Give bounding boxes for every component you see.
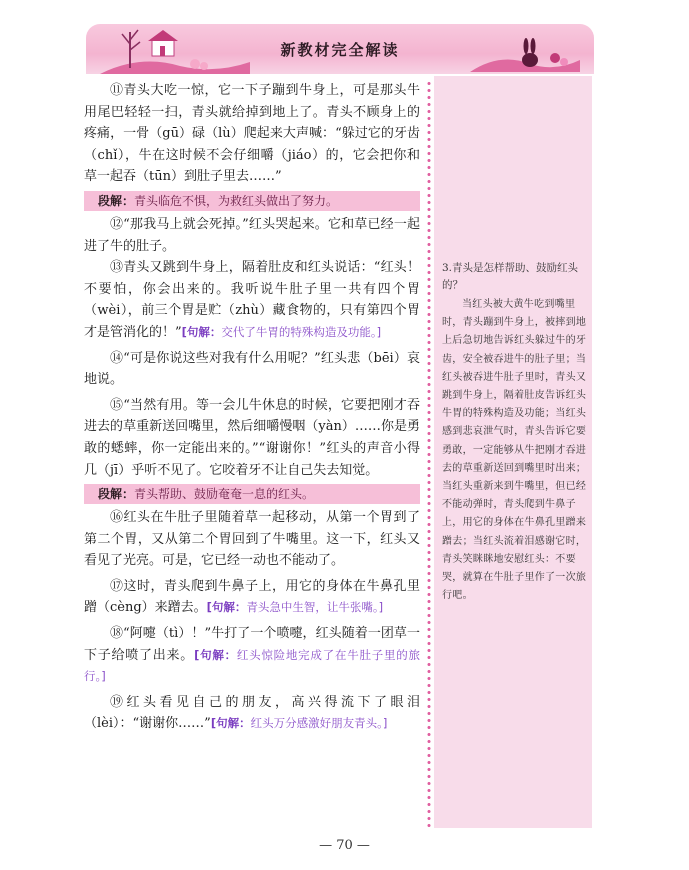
sidebar-notes	[434, 76, 592, 828]
paragraph-18-text: ⑱“阿嚏（tì）！”牛打了一个喷嚏，红头随着一团草一下子给喷了出来。	[84, 626, 420, 663]
dotted-divider	[426, 80, 432, 828]
sentence-note	[207, 600, 384, 614]
paragraph-19-text: ⑲红头看见自己的朋友，高兴得流下了眼泪（lèi）：“谢谢你……”	[84, 694, 420, 732]
segment-label: 段解：	[98, 487, 135, 502]
paragraph-17-text: ⑰这时，青头爬到牛鼻子上，用它的身体在牛鼻孔里蹭（cèng）来蹭去。	[84, 578, 420, 616]
note-text: 红头惊险地完成了在牛肚子里的旅行。]	[84, 647, 420, 684]
page-title: 新教材完全解读	[280, 41, 400, 59]
note-label: [句解：	[194, 647, 237, 662]
note-label: [句解：	[210, 716, 251, 731]
paragraph-12: ⑫“那我马上就会死掉。”红头哭起来。它和草已经一起进了牛的肚子。	[84, 216, 420, 254]
paragraph-19	[84, 692, 420, 735]
paragraph-13	[84, 257, 420, 343]
segment-analysis-2	[84, 484, 420, 504]
sentence-note	[211, 716, 388, 730]
paragraph-18	[84, 623, 420, 688]
main-text-column	[84, 80, 420, 735]
note-text: 交代了牛胃的特殊构造及功能。]	[221, 324, 382, 339]
paragraph-16: ⑯红头在牛肚子里随着草一起移动，从第一个胃到了第二个胃，又从第二个胃回到了牛嘴里。这一下，红头又看见了光亮。可是，它已经一动也不能动了。	[84, 510, 420, 569]
paragraph-11: ⑪青头大吃一惊，它一下子蹦到牛身上，可是那头牛用尾巴轻轻一扫，青头就给掉到地上了。青头不顾身上的疼痛，一骨（gū）碌（lù）爬起来大声喊：“躲过它的牙齿（chǐ），牛在这时候不会仔细嚼（jiáo）的，它会把你和草一起吞（tūn）到肚子里去……”	[84, 83, 420, 185]
segment-analysis-1	[84, 191, 420, 211]
note-label: [句解：	[181, 324, 222, 339]
sidebar-question: 3.青头是怎样帮助、鼓励红头的？	[442, 262, 579, 291]
page-number: — 70 —	[319, 838, 370, 853]
sentence-note	[182, 325, 382, 339]
segment-text: 青头临危不惧，为救红头做出了努力。	[134, 193, 339, 208]
paragraph-17	[84, 576, 420, 619]
segment-text: 青头帮助、鼓励奄奄一息的红头。	[134, 487, 315, 502]
segment-label: 段解：	[98, 193, 135, 208]
note-text: 红头万分感激好朋友青头。]	[250, 716, 388, 731]
note-label: [句解：	[206, 600, 247, 615]
sidebar-answer: 当红头被大黄牛吃到嘴里时，青头蹦到牛身上，被摔到地上后急切地告诉红头躲过牛的牙齿，安全被吞进牛的肚子里；当红头被吞进牛肚子里时，青头又跳到牛身上，隔着肚皮告诉红头牛胃的特殊构造及功能；当红头感到悲哀泄气时，青头告诉它要勇敢，一定能够从牛把刚才吞进去的草重新送回到嘴里时出来；当红头重新来到牛嘴里，但已经不能动弹时，青头爬到牛鼻子上，用它的身体在牛鼻孔里蹭来蹭去；当红头流着泪感谢它时，青头笑眯眯地安慰红头：不要哭，就算在牛肚子里作了一次旅行吧。	[442, 299, 587, 602]
rabbit-illustration	[470, 34, 580, 72]
paragraph-13-text: ⑬青头又跳到牛身上，隔着肚皮和红头说话：“红头！不要怕，你会出来的。我听说牛肚子里一共有四个胃（wèi），前三个胃是贮（zhù）藏食物的，只有第四个胃才是管消化的！”	[84, 260, 420, 340]
note-text: 青头急中生智，让牛张嘴。]	[246, 600, 384, 615]
paragraph-14: ⑭“可是你说这些对我有什么用呢？”红头悲（bēi）哀地说。	[84, 350, 420, 388]
paragraph-15: ⑮“当然有用。等一会儿牛休息的时候，它要把刚才吞进去的草重新送回嘴里，然后细嚼慢咽（yàn）……你是勇敢的蟋蟀，你一定能出来的。”“谢谢你！”红头的声音小得几（jī）乎听不见了。它咬着牙不让自己失去知觉。	[84, 397, 420, 478]
page-header	[86, 24, 594, 74]
